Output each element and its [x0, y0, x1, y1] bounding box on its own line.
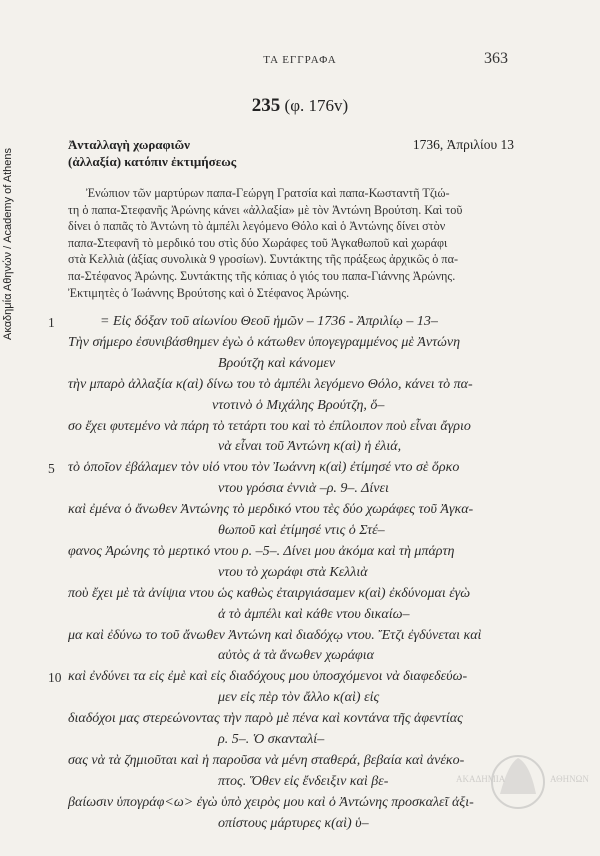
summary-line: Ἐνώπιον τῶν μαρτύρων παπα-Γεώργη Γρατσία καὶ παπα-Κωσταντῆ Τζιώ- [86, 186, 450, 200]
text-line: ντου γρόσια ἐννιὰ –ρ. 9–. Δίνει [218, 481, 389, 497]
page-number: 363 [484, 50, 508, 67]
text-line: ρ. 5–. Ὁ σκανταλί– [218, 732, 325, 747]
summary-line: δίνει ὁ παπᾶς τὸ Ἀντώνη τὸ ἀμπέλι λεγόμενο Θόλο καὶ ὁ Ἀντώνης δίνει στὸν [68, 219, 446, 234]
text-line: = Εἰς δόξαν τοῦ αἰωνίου Θεοῦ ἡμῶν – 1736 - Ἀπριλίῳ – 13– [100, 314, 438, 329]
text-line: μα καὶ ἐδύνω το τοῦ ἄνωθεν Ἀντώνη καὶ διαδόχῳ ντου. Ἔτζι ἐγδύνεται καὶ [68, 627, 482, 643]
document-number-value: 235 [251, 95, 281, 116]
academy-watermark-seal [438, 742, 598, 852]
text-line: Βρούτζη καὶ κάνομεν [218, 355, 336, 371]
text-line: μεν εἰς πὲρ τὸν ἄλλο κ(αὶ) εἰς [218, 690, 380, 706]
text-line: τὴν μπαρὸ ἀλλαξία κ(αὶ) δίνω του τὸ ἀμπέλι λεγόμενο Θόλο, κάνει τὸ πα- [68, 376, 473, 392]
text-line: ντου τὸ χωράφι στὰ Κελλιὰ [218, 564, 368, 580]
side-credit: Ακαδημία Αθηνών / Academy of Athens [2, 147, 14, 340]
seal-text-left: ΑΚΑΔΗΜΙΑ [456, 774, 506, 784]
text-line: διαδόχοι μας στερεώνοντας τὴν παρὸ μὲ πένα καὶ κοντάνα τῆς ἀφεντίας [68, 711, 463, 727]
document-title-line-1: Ἀνταλλαγὴ χωραφιῶν [68, 137, 190, 152]
line-number: 1 [48, 315, 55, 330]
text-line: καὶ ἐμένα ὁ ἄνωθεν Ἀντώνης τὸ μερδικό ντου τὲς δύο χωράφες τοῦ Ἀγκα- [68, 502, 474, 518]
summary-line: παπα-Στεφανῆ τὸ μερδικό του στὶς δύο Χωράφες τοῦ Ἀγκαθωποῦ καὶ χωράφι [68, 235, 448, 250]
document-folio: (φ. 176v) [284, 96, 349, 115]
text-line: ἀ τὸ ἀμπέλι καὶ κάθε ντου δικαίω– [218, 606, 410, 622]
text-line: οπίστους μάρτυρες κ(αὶ) ὑ– [218, 815, 369, 831]
text-line: φανος Ἀρώνης τὸ μερτικό ντου ρ. –5–. Δίνει μου ἀκόμα καὶ τὴ μπάρτη [68, 543, 455, 559]
text-line: θωποῦ καὶ ἐτίμησέ ντις ὁ Στέ– [218, 523, 385, 538]
document-date: 1736, Ἀπριλίου 13 [412, 137, 514, 152]
text-line: πτος. Ὅθεν εἰς ἔνδειξιν καὶ βε- [218, 773, 389, 789]
seal-text-right: ΑΘΗΝΩΝ [550, 774, 589, 784]
summary-line: στὰ Κελλιὰ (ἀξίας συνολικὰ 9 γροσίων). Συντάκτης τῆς πράξεως ἀρχικῶς ὁ πα- [68, 252, 459, 267]
text-line: νὰ εἶναι τοῦ Ἀντώνη κ(αὶ) ἡ ἐλιά, [218, 439, 402, 455]
text-line: καὶ ἐνδύνει τα εἰς ἐμὲ καὶ εἰς διαδόχους μου ὑποσχόμενοι νὰ διαφεδεύω- [68, 669, 468, 685]
text-line: Τὴν σήμερο ἐσυνιβάσθημεν ἐγὼ ὁ κάτωθεν ὑπογεγραμμένος μὲ Ἀντώνη [68, 334, 461, 350]
document-title-line-2: (ἀλλαξία) κατόπιν ἐκτιμήσεως [68, 154, 237, 169]
summary-line: πα-Στέφανος Ἀρώνης. Συντάκτης τῆς κόπιας ὁ γιός του παπα-Γιάννης Ἀρώνης. [68, 268, 456, 283]
line-number: 5 [48, 461, 55, 477]
summary-line: τη ὁ παπα-Στεφανῆς Ἀρώνης κάνει «ἀλλαξία» μὲ τὸν Ἀντώνη Βρούτση. Καὶ τοῦ [68, 202, 463, 217]
seal-graphic [438, 742, 598, 852]
summary-line: Ἐκτιμητὲς ὁ Ἰωάννης Βρούτσης καὶ ὁ Στέφανος Ἀρώνης. [68, 285, 350, 300]
text-line: αὐτὸς ἀ τὰ ἄνωθεν χωράφια [218, 648, 375, 664]
text-line: ποὺ ἔχει μὲ τὰ ἀνίψια ντου ὡς καθὼς ἐταιργιάσαμεν κ(αὶ) ἐκδύνομαι ἐγὼ [68, 585, 471, 601]
text-line: σας νὰ τὰ ζημιοῦται καὶ ἡ παροῦσα νὰ μένη σταθερά, βεβαία καὶ ἀνέκο- [68, 752, 465, 768]
text-line: βαίωσιν ὑπογράφ<ω> ἐγὼ ὑπὸ χειρὸς μου καὶ ὁ Ἀντώνης προσκαλεῖ ἀξι- [68, 794, 474, 810]
line-number: 10 [48, 670, 62, 686]
text-line: ντοτινὸ ὁ Μιχάλης Βρούτζη, ὅ– [212, 397, 385, 413]
text-line: τὸ ὁποῖον ἐβάλαμεν τὸν υἱό ντου τὸν Ἰωάννη κ(αὶ) ἐτίμησέ ντο σὲ ὅρκο [68, 460, 460, 476]
running-head: ΤΑ ΕΓΓΡΑΦΑ [263, 54, 337, 66]
text-line: σο ἔχει φυτεμένο νὰ πάρη τὸ τετάρτι του καὶ τὸ ἐπίλοιπον ποὺ εἶναι ἄγριο [68, 418, 471, 434]
